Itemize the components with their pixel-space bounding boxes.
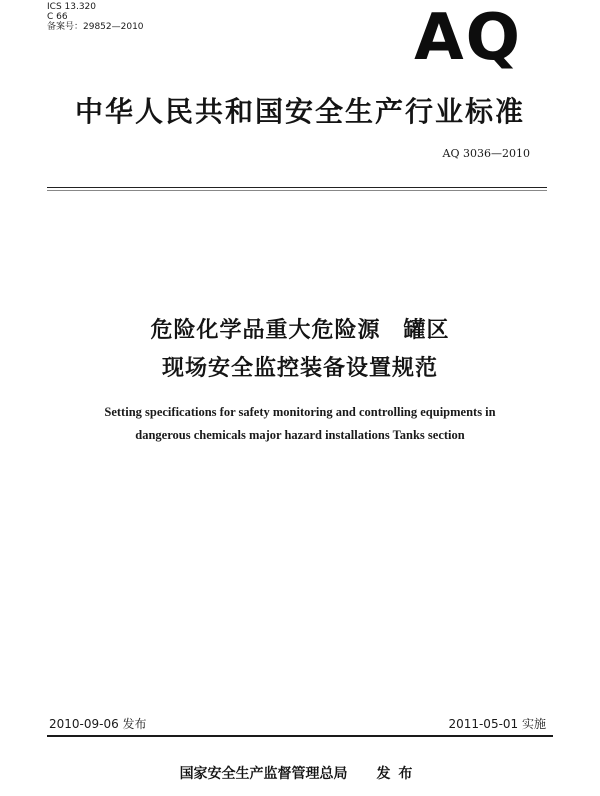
document-title-en-line2: dangerous chemicals major hazard installations Tanks section	[135, 428, 465, 442]
header-divider	[47, 187, 547, 188]
ics-code: ICS 13.320	[47, 2, 97, 12]
publisher-verb: 发布	[376, 766, 421, 782]
issue-date: 2010-09-06 发布	[49, 717, 147, 731]
implementation-date: 2011-05-01 实施	[448, 717, 546, 731]
document-title-cn-line2: 现场安全监控装备设置规范	[161, 356, 438, 381]
ccs-code: C 66	[47, 12, 68, 22]
standard-code: AQ 3036—2010	[442, 147, 530, 160]
footer-divider	[47, 735, 553, 737]
standard-category-title: 中华人民共和国安全生产行业标准	[74, 95, 525, 128]
document-title-cn-line1: 危险化学品重大危险源 罐区	[150, 318, 450, 343]
aq-logo: AQ	[414, 1, 522, 75]
document-title-en-line1: Setting specifications for safety monitoring and controlling equipments in	[104, 405, 496, 419]
record-number: 备案号：29852—2010	[47, 22, 144, 32]
publisher-line	[0, 763, 600, 783]
publisher-name: 国家安全生产监督管理总局	[179, 766, 348, 782]
